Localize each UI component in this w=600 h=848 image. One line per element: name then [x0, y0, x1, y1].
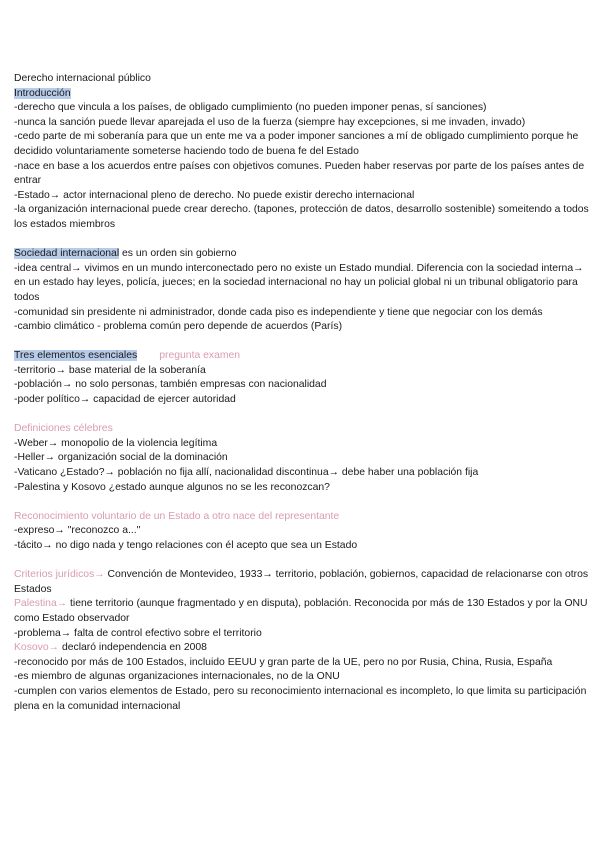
definiciones-line: -Palestina y Kosovo ¿estado aunque algunos no se les reconozcan?	[14, 481, 330, 493]
sociedad-line: -cambio climático - problema común pero depende de acuerdos (París)	[14, 321, 343, 333]
criterios-label: Criterios jurídicos→	[14, 569, 105, 581]
sociedad-heading-row	[14, 247, 590, 262]
spacer	[14, 408, 590, 423]
kosovo-text: declaró independencia en 2008	[59, 642, 207, 654]
kosovo-line: -es miembro de algunas organizaciones internacionales, no de la ONU	[14, 671, 340, 683]
intro-line: -Estado→ actor internacional pleno de derecho. No puede existir derecho internacional	[14, 189, 415, 201]
notes-content	[14, 72, 590, 714]
kosovo-line: -reconocido por más de 100 Estados, incluido EEUU y gran parte de la UE, pero no por Rusia, China, Rusia, España	[14, 656, 553, 668]
kosovo-label: Kosovo→	[14, 642, 60, 654]
tres-line: -territorio→ base material de la soberanía	[14, 364, 206, 376]
criterios-paragraph	[14, 568, 590, 597]
tres-line: -poder político→ capacidad de ejercer autoridad	[14, 394, 236, 406]
document-title: Derecho internacional público	[14, 73, 151, 84]
tres-heading-row	[14, 349, 590, 364]
intro-line: -derecho que vincula a los países, de obligado cumplimiento (no pueden imponer penas, sí sanciones)	[14, 102, 487, 114]
intro-line: -cedo parte de mi soberanía para que un ente me va a poder imponer sanciones a mí de obligado cumplimiento porque he decidido voluntariamente someterse haciendo todo de buena fe del Estado	[14, 131, 579, 157]
sociedad-heading-rest: es un orden sin gobierno	[122, 248, 237, 260]
sociedad-heading: Sociedad internacional	[14, 248, 120, 260]
intro-line: -nunca la sanción puede llevar aparejada el uso de la fuerza (siempre hay excepciones, si me invaden, invado)	[14, 116, 526, 128]
tres-line: -población→ no solo personas, también empresas con nacionalidad	[14, 379, 327, 391]
reconocimiento-line: -tácito→ no digo nada y tengo relaciones con él acepto que sea un Estado	[14, 540, 358, 551]
intro-heading: Introducción	[14, 87, 71, 99]
definiciones-line: -Weber→ monopolio de la violencia legítima	[14, 437, 218, 449]
kosovo-line: -cumplen con varios elementos de Estado, pero su reconocimiento internacional es incompleto, lo que limita su participación plena en la comunidad internacional	[14, 685, 587, 712]
criterios-text: Convención de Montevideo, 1933→ territorio, población, gobiernos, capacidad de relacionarse con otros Estados	[14, 569, 589, 595]
definiciones-line: -Vaticano ¿Estado?→ población no fija allí, nacionalidad discontinua→ debe haber una población fija	[14, 467, 479, 479]
problema-line: -problema→ falta de control efectivo sobre el territorio	[14, 627, 262, 639]
spacer	[14, 335, 590, 350]
reconocimiento-heading: Reconocimiento voluntario de un Estado a otro nace del representante	[14, 510, 340, 522]
reconocimiento-line: -expreso→ "reconozco a..."	[14, 525, 141, 537]
spacer	[14, 233, 590, 248]
spacer	[14, 495, 590, 510]
sociedad-line: -comunidad sin presidente ni administrador, donde cada piso es independiente y tiene que negociar con los demás	[14, 306, 543, 318]
spacer	[14, 554, 590, 569]
definiciones-heading: Definiciones célebres	[14, 423, 113, 435]
kosovo-row	[14, 641, 590, 656]
intro-line: -la organización internacional puede crear derecho. (tapones, protección de datos, desarrollo sostenible) someitendo a todos los estados miembros	[14, 204, 589, 230]
tres-heading: Tres elementos esenciales	[14, 350, 138, 362]
intro-line: -nace en base a los acuerdos entre países con objetivos comunes. Pueden haber reservas por parte de los países antes de entrar	[14, 160, 585, 187]
sociedad-line: -idea central→ vivimos en un mundo interconectado pero no existe un Estado mundial. Diferencia con la sociedad interna→ en un estado hay leyes, policía, jueces; en la sociedad internacional no hay un policial global ni un tribunal obligatorio para todos	[14, 262, 584, 303]
palestina-text: tiene territorio (aunque fragmentado y en disputa), población. Reconocida por más de 130 Estados y por la ONU como Estado observador	[14, 598, 588, 624]
intro-heading-row	[14, 87, 590, 102]
definiciones-line: -Heller→ organización social de la dominación	[14, 452, 228, 464]
exam-question-note: pregunta examen	[159, 350, 241, 362]
palestina-label: Palestina→	[14, 598, 68, 610]
palestina-paragraph	[14, 597, 590, 626]
